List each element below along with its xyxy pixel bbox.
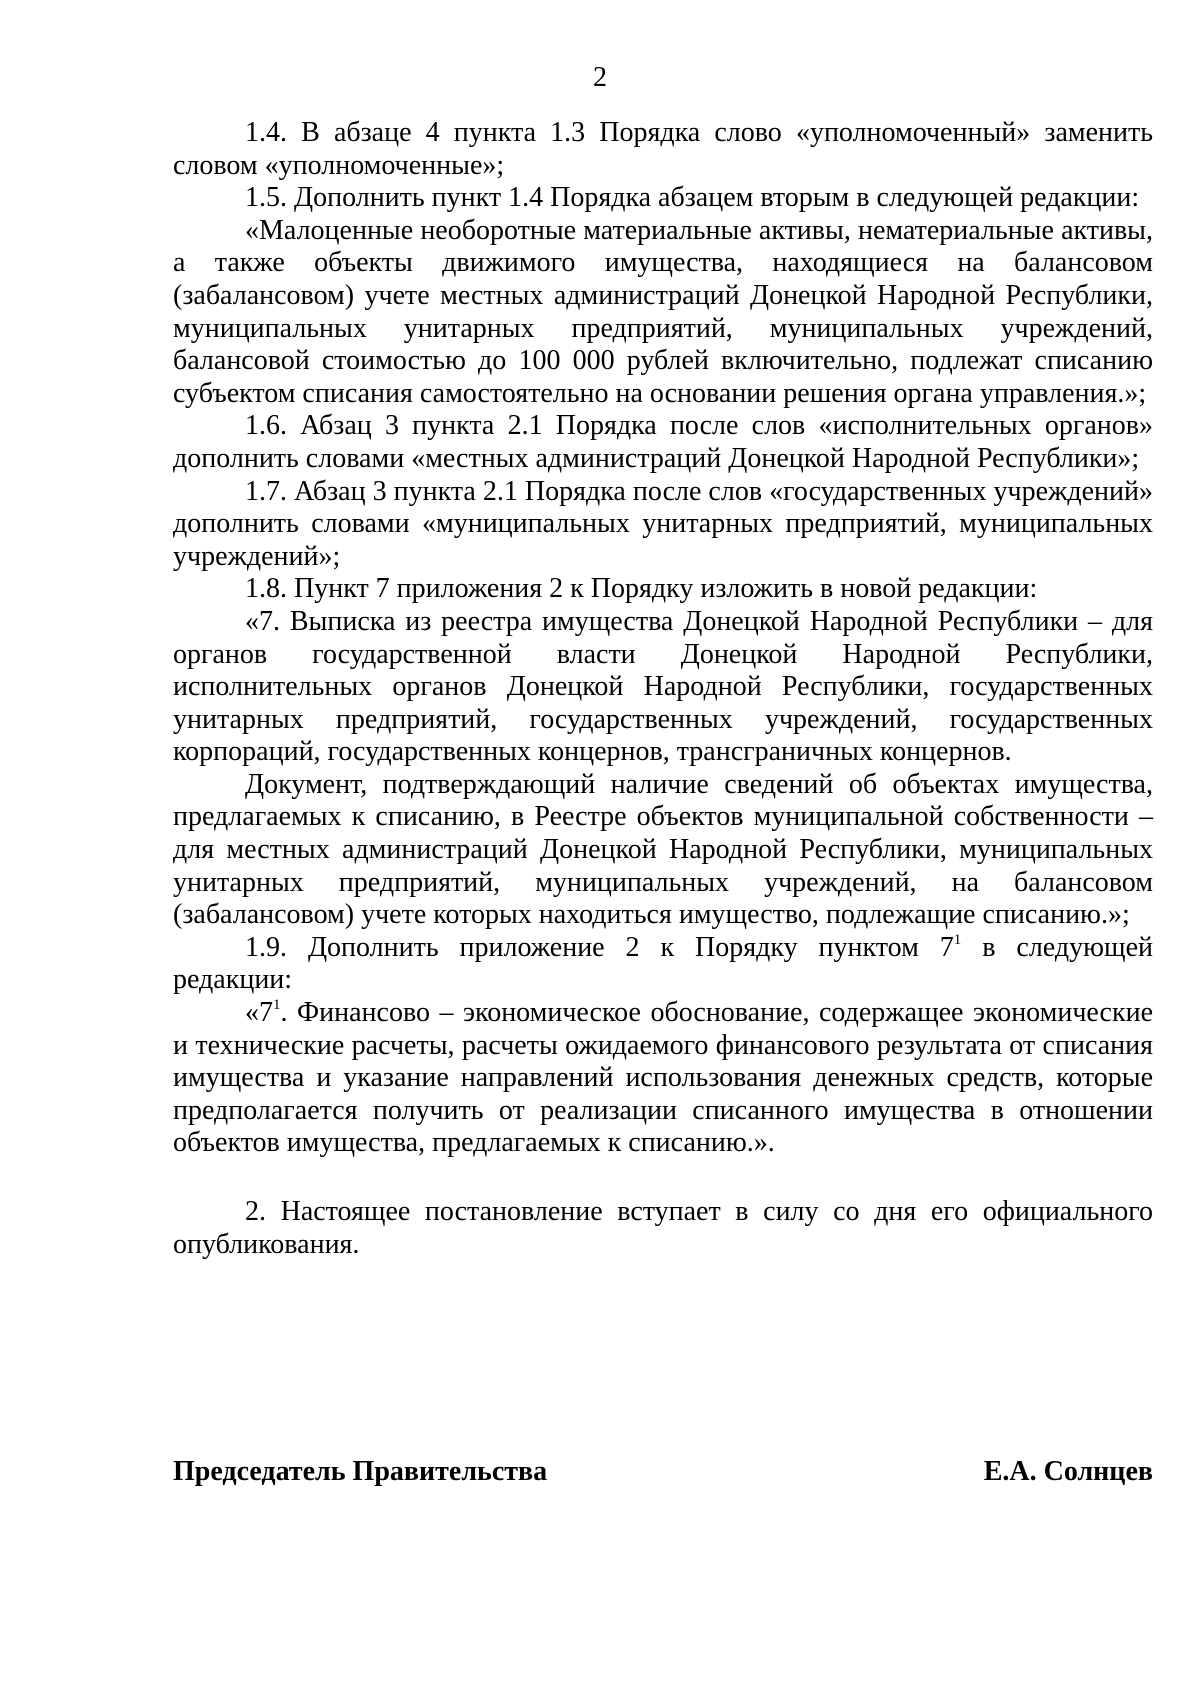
signature-name: Е.А. Солнцев <box>983 1456 1153 1487</box>
document-body <box>173 117 1153 1261</box>
paragraph-1-7: 1.7. Абзац 3 пункта 2.1 Порядка после слов «государственных учреждений» дополнить словами «муниципальных унитарных предприятий, муниципальных учреждений»; <box>173 475 1153 572</box>
paragraph-1-8-quote-2: Документ, подтверждающий наличие сведений об объектах имущества, предлагаемых к списанию, в Реестре объектов муниципальной собственности – для местных администраций Донецкой Народной Республики, муниципальных унитарных предприятий, муниципальных учреждений, на балансовом (забалансовом) учете которых находиться имущество, подлежащие списанию.»; <box>173 768 1153 931</box>
page-number: 2 <box>593 62 607 93</box>
paragraph-1-5-quote: «Малоценные необоротные материальные активы, нематериальные активы, а также объекты движимого имущества, находящиеся на балансовом (забалансовом) учете местных администраций Донецкой Народной Республики, муниципальных унитарных предприятий, муниципальных учреждений, балансовой стоимостью до 100 000 рублей включительно, подлежат списанию субъектом списания самостоятельно на основании решения органа управления.»; <box>173 214 1153 409</box>
paragraph-1-9-quote-superscript: 1 <box>273 997 281 1014</box>
paragraph-1-8: 1.8. Пункт 7 приложения 2 к Порядку изложить в новой редакции: <box>245 573 1038 605</box>
paragraph-1-8-quote-1: «7. Выписка из реестра имущества Донецкой Народной Республики – для органов государственной власти Донецкой Народной Республики, исполнительных органов Донецкой Народной Республики, государственных унитарных предприятий, государственных учреждений, государственных корпораций, государственных концернов, трансграничных концернов. <box>173 605 1153 768</box>
paragraph-1-6: 1.6. Абзац 3 пункта 2.1 Порядка после слов «исполнительных органов» дополнить словами «местных администраций Донецкой Народной Республики»; <box>173 410 1153 474</box>
paragraph-1-9 <box>173 932 1153 997</box>
paragraph-1-9-quote-open: «7 <box>245 997 273 1029</box>
paragraph-1-9-superscript: 1 <box>953 931 962 948</box>
paragraph-1-9-quote-rest: . Финансово – экономическое обоснование, содержащее экономические и технические расчеты, расчеты ожидаемого финансового результата от списания имущества и указание направлений использования денежных средств, которые предполагается получить от реализации списанного имущества в отношении объектов имущества, предлагаемых к списанию.». <box>173 997 1153 1159</box>
paragraph-1-9-quote <box>173 997 1153 1160</box>
paragraph-2: 2. Настоящее постановление вступает в силу со дня его официального опубликования. <box>173 1196 1153 1260</box>
paragraph-1-9-text-before: 1.9. Дополнить приложение 2 к Порядку пунктом 7 <box>245 931 954 963</box>
paragraph-1-4: 1.4. В абзаце 4 пункта 1.3 Порядка слово «уполномоченный» заменить словом «уполномоченные»; <box>173 117 1153 181</box>
paragraph-1-5: 1.5. Дополнить пункт 1.4 Порядка абзацем вторым в следующей редакции: <box>245 182 1140 214</box>
paragraph-spacer <box>173 1160 1153 1196</box>
paragraph-1-9-text-after: в следующей редакции: <box>173 931 1153 996</box>
signature-title: Председатель Правительства <box>173 1456 548 1487</box>
